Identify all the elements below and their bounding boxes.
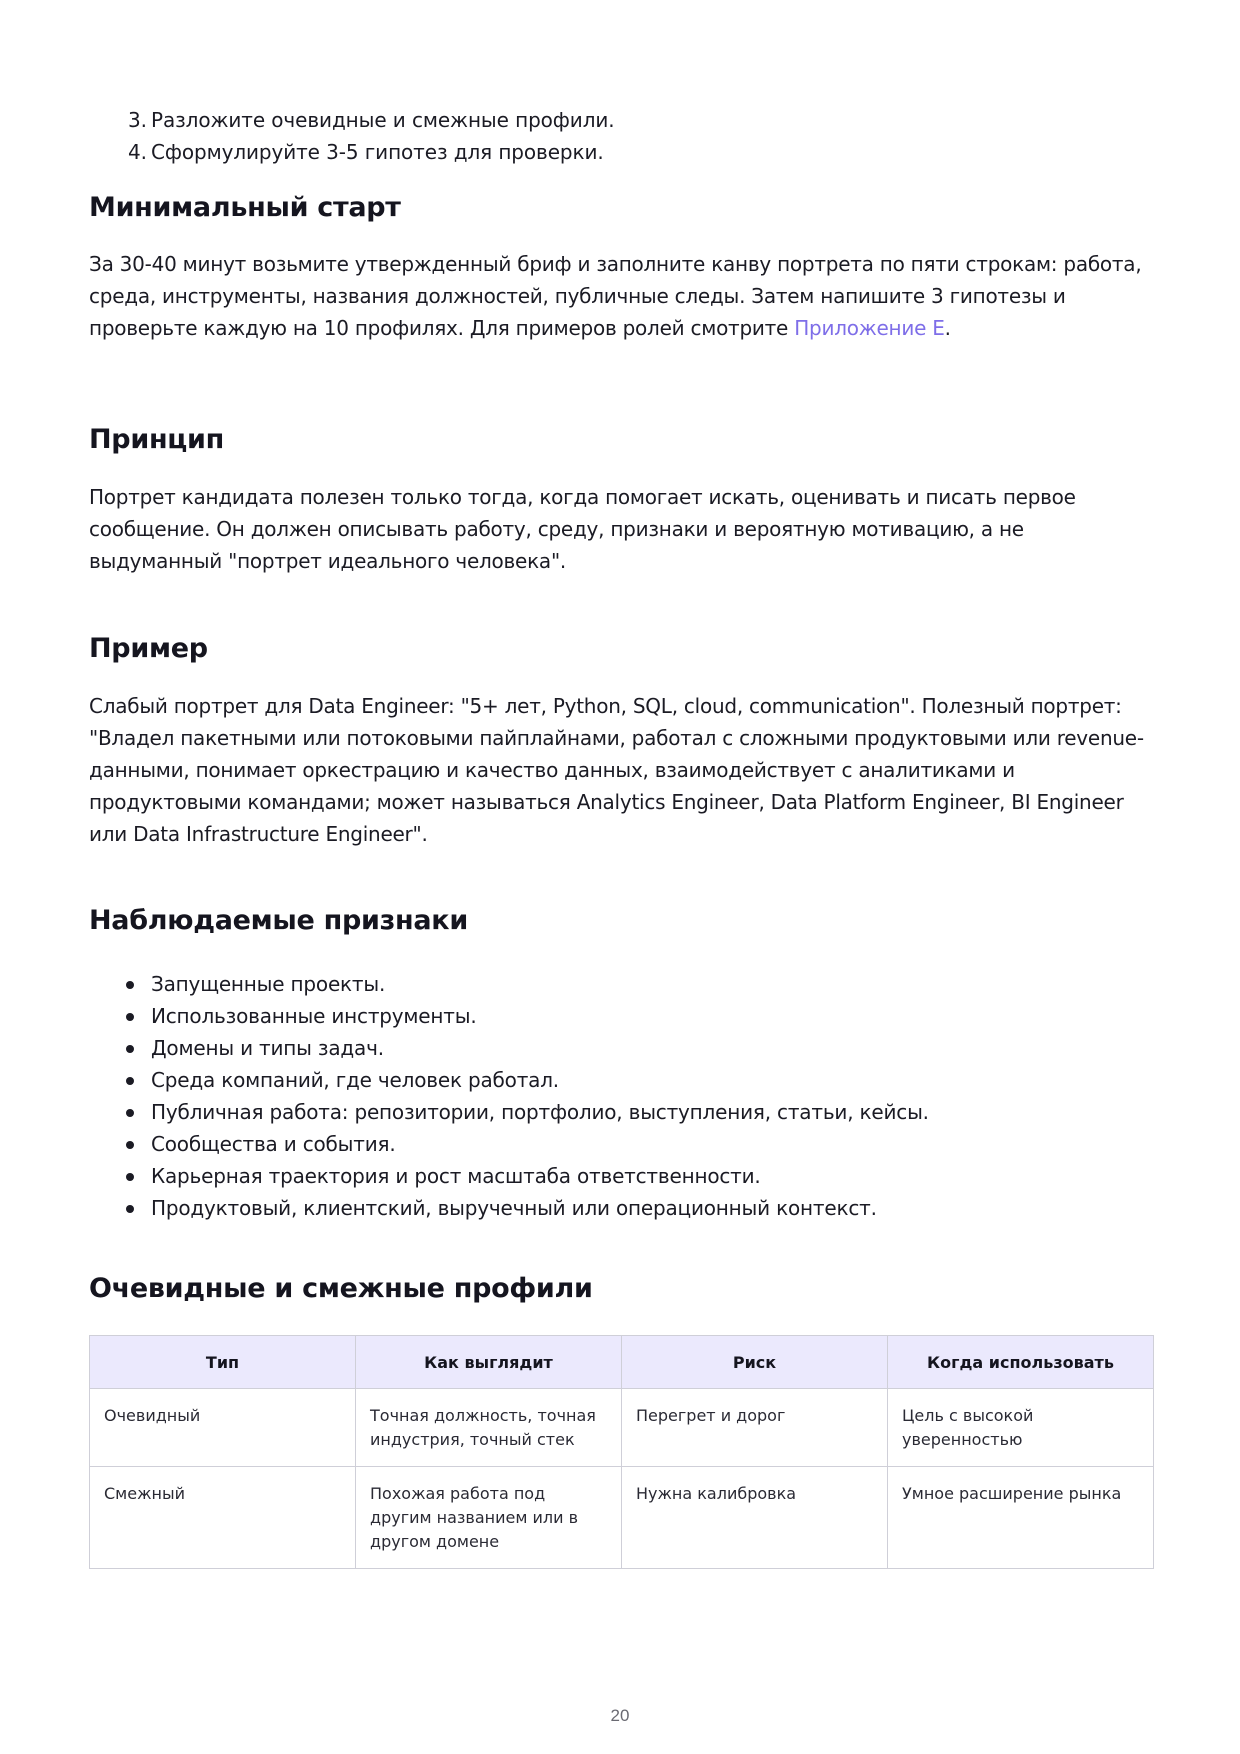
profiles-table [89, 1335, 1154, 1569]
list-item-text: Среда компаний, где человек работал. [151, 1068, 559, 1092]
signs-list [89, 968, 929, 1224]
paragraph-tail: . [944, 316, 951, 340]
table-cell: Перегрет и дорог [622, 1389, 888, 1467]
heading-principle: Принцип [89, 424, 224, 455]
list-item [89, 1032, 929, 1064]
column-header-looks: Как выглядит [356, 1336, 622, 1389]
bullet-icon [126, 1045, 134, 1053]
table-cell: Точная должность, точная индустрия, точный стек [356, 1389, 622, 1467]
heading-example: Пример [89, 633, 208, 664]
list-text: Сформулируйте 3-5 гипотез для проверки. [151, 140, 604, 164]
paragraph-example: Слабый портрет для Data Engineer: "5+ лет, Python, SQL, cloud, communication". Полезный портрет: "Владел пакетными или потоковыми пайплайнами, работал с сложными продуктовыми или revenue-данными, понимает оркестрацию и качество данных, взаимодействует с аналитиками и продуктовыми командами; может называться Analytics Engineer, Data Platform Engineer, BI Engineer или Data Infrastructure Engineer". [89, 694, 1144, 846]
list-number: 3. [128, 108, 147, 132]
bullet-icon [126, 981, 134, 989]
list-item-text: Продуктовый, клиентский, выручечный или операционный контекст. [151, 1196, 877, 1220]
list-item [89, 968, 929, 1000]
paragraph-principle: Портрет кандидата полезен только тогда, когда помогает искать, оценивать и писать первое сообщение. Он должен описывать работу, среду, признаки и вероятную мотивацию, а не выдуманный "портрет идеального человека". [89, 485, 1076, 573]
table-cell: Нужна калибровка [622, 1467, 888, 1569]
heading-min-start: Минимальный старт [89, 192, 401, 223]
list-item-text: Сообщества и события. [151, 1132, 396, 1156]
paragraph-min-start [89, 248, 1154, 344]
bullet-icon [126, 1205, 134, 1213]
heading-signs: Наблюдаемые признаки [89, 905, 468, 936]
heading-profiles: Очевидные и смежные профили [89, 1273, 593, 1304]
table-row [90, 1467, 1154, 1569]
table-cell: Умное расширение рынка [888, 1467, 1154, 1569]
list-item [89, 1064, 929, 1096]
column-header-risk: Риск [622, 1336, 888, 1389]
list-item-text: Использованные инструменты. [151, 1004, 477, 1028]
paragraph-text: За 30-40 минут возьмите утвержденный бриф и заполните канву портрета по пяти строкам: работа, среда, инструменты, названия должностей, публичные следы. Затем напишите 3 гипотезы и проверьте каждую на 10 профилях. Для примеров ролей смотрите [89, 252, 1142, 340]
list-item [89, 1096, 929, 1128]
list-item-text: Карьерная траектория и рост масштаба ответственности. [151, 1164, 761, 1188]
list-item-text: Домены и типы задач. [151, 1036, 384, 1060]
list-item [89, 1128, 929, 1160]
column-header-type: Тип [90, 1336, 356, 1389]
bullet-icon [126, 1173, 134, 1181]
list-item-text: Публичная работа: репозитории, портфолио, выступления, статьи, кейсы. [151, 1100, 929, 1124]
appendix-link[interactable]: Приложение E [794, 316, 945, 340]
list-item-text: Запущенные проекты. [151, 972, 386, 996]
table-cell: Похожая работа под другим названием или в другом домене [356, 1467, 622, 1569]
column-header-when: Когда использовать [888, 1336, 1154, 1389]
list-item [89, 1160, 929, 1192]
bullet-icon [126, 1141, 134, 1149]
list-item [89, 1192, 929, 1224]
bullet-icon [126, 1077, 134, 1085]
table-row [90, 1389, 1154, 1467]
numbered-list [89, 104, 615, 168]
table-cell: Цель с высокой уверенностью [888, 1389, 1154, 1467]
table-header-row [90, 1336, 1154, 1389]
table-cell: Смежный [90, 1467, 356, 1569]
page-number: 20 [610, 1706, 630, 1725]
table-cell: Очевидный [90, 1389, 356, 1467]
bullet-icon [126, 1109, 134, 1117]
list-text: Разложите очевидные и смежные профили. [151, 108, 615, 132]
list-number: 4. [128, 140, 147, 164]
numbered-item [89, 104, 615, 136]
list-item [89, 1000, 929, 1032]
bullet-icon [126, 1013, 134, 1021]
numbered-item [89, 136, 615, 168]
